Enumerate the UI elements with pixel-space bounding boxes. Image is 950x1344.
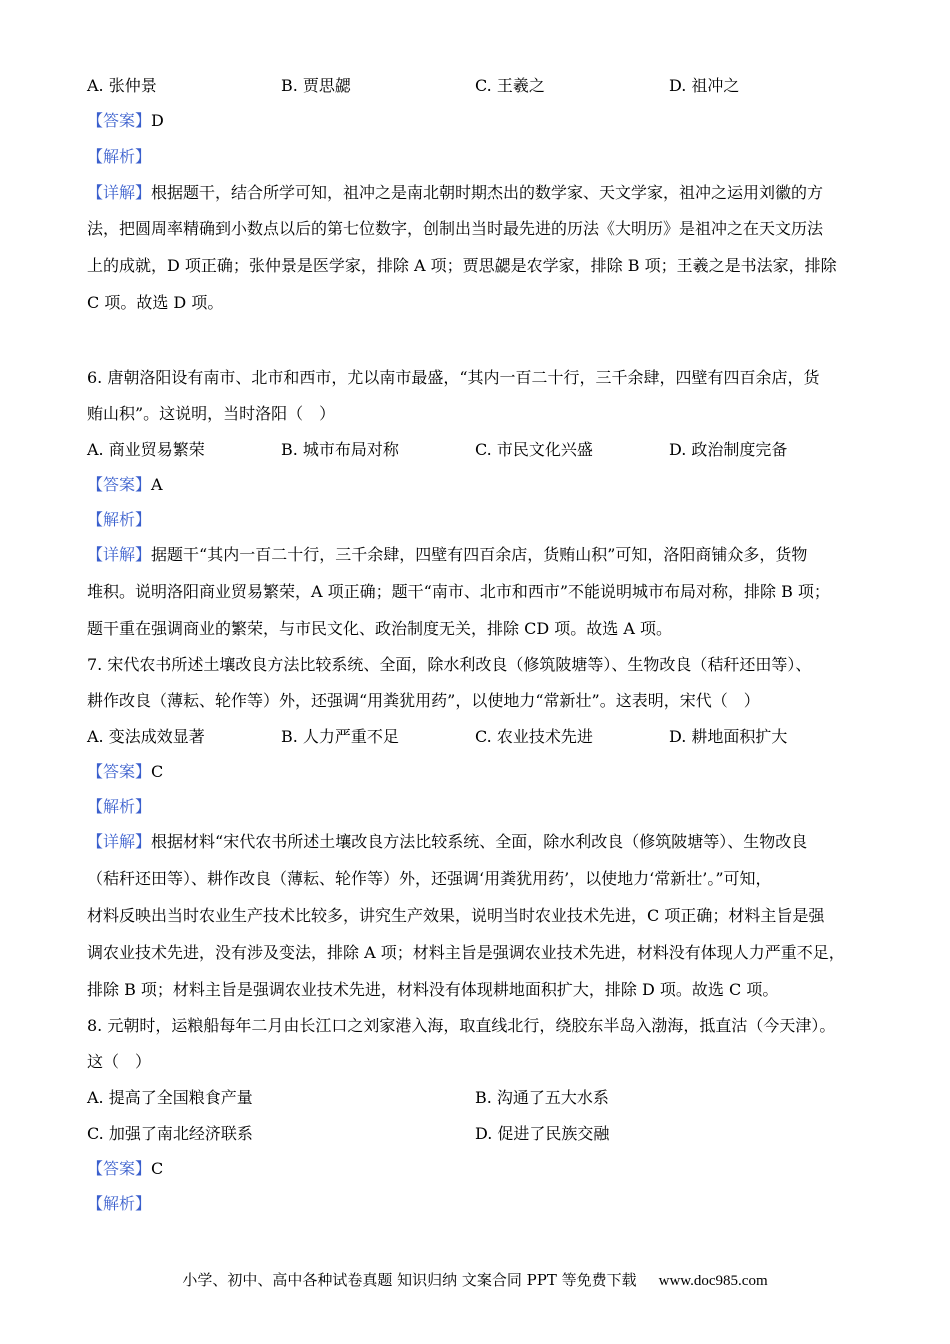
q7-detail-line: 材料反映出当时农业生产技术比较多，讲究生产效果，说明当时农业技术先进，C 项正确；材料主旨是强: [87, 906, 825, 925]
q8-option-d: D. 促进了民族交融: [475, 1124, 610, 1143]
q5-detail-line: 上的成就，D 项正确；张仲景是医学家，排除 A 项；贾思勰是农学家，排除 B 项；王羲之是书法家，排除: [87, 256, 837, 275]
q5-detail-line: [87, 183, 823, 203]
q6-option-a: A. 商业贸易繁荣: [87, 440, 205, 459]
q7-option-c: C. 农业技术先进: [475, 727, 593, 746]
detail-tag: 【详解】: [87, 832, 152, 851]
q5-option-d: D. 祖冲之: [669, 76, 740, 95]
q5-detail-line: C 项。故选 D 项。: [87, 293, 224, 312]
q6-stem-line: 贿山积”。这说明，当时洛阳（ ）: [87, 404, 336, 423]
q7-detail-line: 调农业技术先进，没有涉及变法，排除 A 项；材料主旨是强调农业技术先进，材料没有体现人力严重不足，: [87, 943, 845, 962]
q7-analysis-heading: [87, 797, 151, 817]
answer-tag: 【答案】: [87, 762, 152, 781]
q6-stem-line: 6. 唐朝洛阳设有南市、北市和西市，尤以南市最盛，“其内一百二十行，三千余肆，四壁有四百余店，货: [87, 368, 820, 387]
q5-answer: [87, 111, 164, 131]
analysis-tag: 【解析】: [87, 797, 152, 816]
q5-option-a: A. 张仲景: [87, 76, 157, 95]
analysis-tag: 【解析】: [87, 147, 152, 166]
page-footer: [0, 1270, 950, 1291]
answer-tag: 【答案】: [87, 475, 152, 494]
q5-detail-line: 法，把圆周率精确到小数点以后的第七位数字，创制出当时最先进的历法《大明历》是祖冲之在天文历法: [87, 219, 824, 238]
detail-tag: 【详解】: [87, 183, 152, 202]
q5-option-c: C. 王羲之: [475, 76, 545, 95]
q7-detail-line: [87, 832, 807, 852]
q7-detail-line: （秸秆还田等）、耕作改良（薄耘、轮作等）外，还强调‘用粪犹用药’，以使地力‘常新壮’。”可知，: [87, 869, 772, 888]
q7-option-a: A. 变法成效显著: [87, 727, 205, 746]
detail-text: 根据题干，结合所学可知，祖冲之是南北朝时期杰出的数学家、天文学家，祖冲之运用刘徽的方: [151, 183, 824, 202]
footer-text: 小学、初中、高中各种试卷真题 知识归纳 文案合同 PPT 等免费下载: [182, 1271, 637, 1289]
detail-text: 据题干“其内一百二十行，三千余肆，四壁有四百余店，货贿山积”可知，洛阳商铺众多，货物: [151, 545, 808, 564]
answer-value: C: [151, 762, 164, 781]
q6-answer: [87, 475, 163, 495]
detail-text: 根据材料“宋代农书所述土壤改良方法比较系统、全面，除水利改良（修筑陂塘等）、生物改良: [151, 832, 808, 851]
q8-option-c: C. 加强了南北经济联系: [87, 1124, 253, 1143]
q5-option-b: B. 贾思勰: [281, 76, 351, 95]
answer-value: C: [151, 1159, 164, 1178]
q7-detail-line: 排除 B 项；材料主旨是强调农业技术先进，材料没有体现耕地面积扩大，排除 D 项。故选 C 项。: [87, 980, 779, 999]
q8-answer: [87, 1159, 163, 1179]
q5-analysis-heading: [87, 147, 151, 167]
q8-option-b: B. 沟通了五大水系: [475, 1088, 609, 1107]
q7-stem-line: 耕作改良（薄耘、轮作等）外，还强调“用粪犹用药”，以使地力“常新壮”。这表明，宋代（ ）: [87, 691, 760, 710]
q7-answer: [87, 762, 163, 782]
q8-analysis-heading: [87, 1194, 151, 1214]
q6-option-b: B. 城市布局对称: [281, 440, 399, 459]
detail-tag: 【详解】: [87, 545, 152, 564]
answer-tag: 【答案】: [87, 1159, 152, 1178]
analysis-tag: 【解析】: [87, 510, 152, 529]
q8-option-a: A. 提高了全国粮食产量: [87, 1088, 253, 1107]
answer-tag: 【答案】: [87, 111, 152, 130]
q7-stem-line: 7. 宋代农书所述土壤改良方法比较系统、全面，除水利改良（修筑陂塘等）、生物改良（秸秆还田等）、: [87, 655, 812, 674]
footer-link[interactable]: www.doc985.com: [658, 1273, 768, 1289]
q6-analysis-heading: [87, 510, 151, 530]
q6-detail-line: [87, 545, 807, 565]
q6-option-c: C. 市民文化兴盛: [475, 440, 593, 459]
q8-stem-line: 这（ ）: [87, 1052, 152, 1071]
q7-option-d: D. 耕地面积扩大: [669, 727, 788, 746]
q7-option-b: B. 人力严重不足: [281, 727, 399, 746]
q6-detail-line: 堆积。说明洛阳商业贸易繁荣，A 项正确；题干“南市、北市和西市”不能说明城市布局对称，排除 B 项；: [87, 582, 830, 601]
q6-detail-line: 题干重在强调商业的繁荣，与市民文化、政治制度无关，排除 CD 项。故选 A 项。: [87, 619, 672, 638]
answer-value: D: [151, 111, 164, 130]
q8-stem-line: 8. 元朝时，运粮船每年二月由长江口之刘家港入海，取直线北行，绕胶东半岛入渤海，抵直沽（今天津）。: [87, 1016, 836, 1035]
answer-value: A: [151, 475, 163, 494]
q6-option-d: D. 政治制度完备: [669, 440, 788, 459]
analysis-tag: 【解析】: [87, 1194, 152, 1213]
